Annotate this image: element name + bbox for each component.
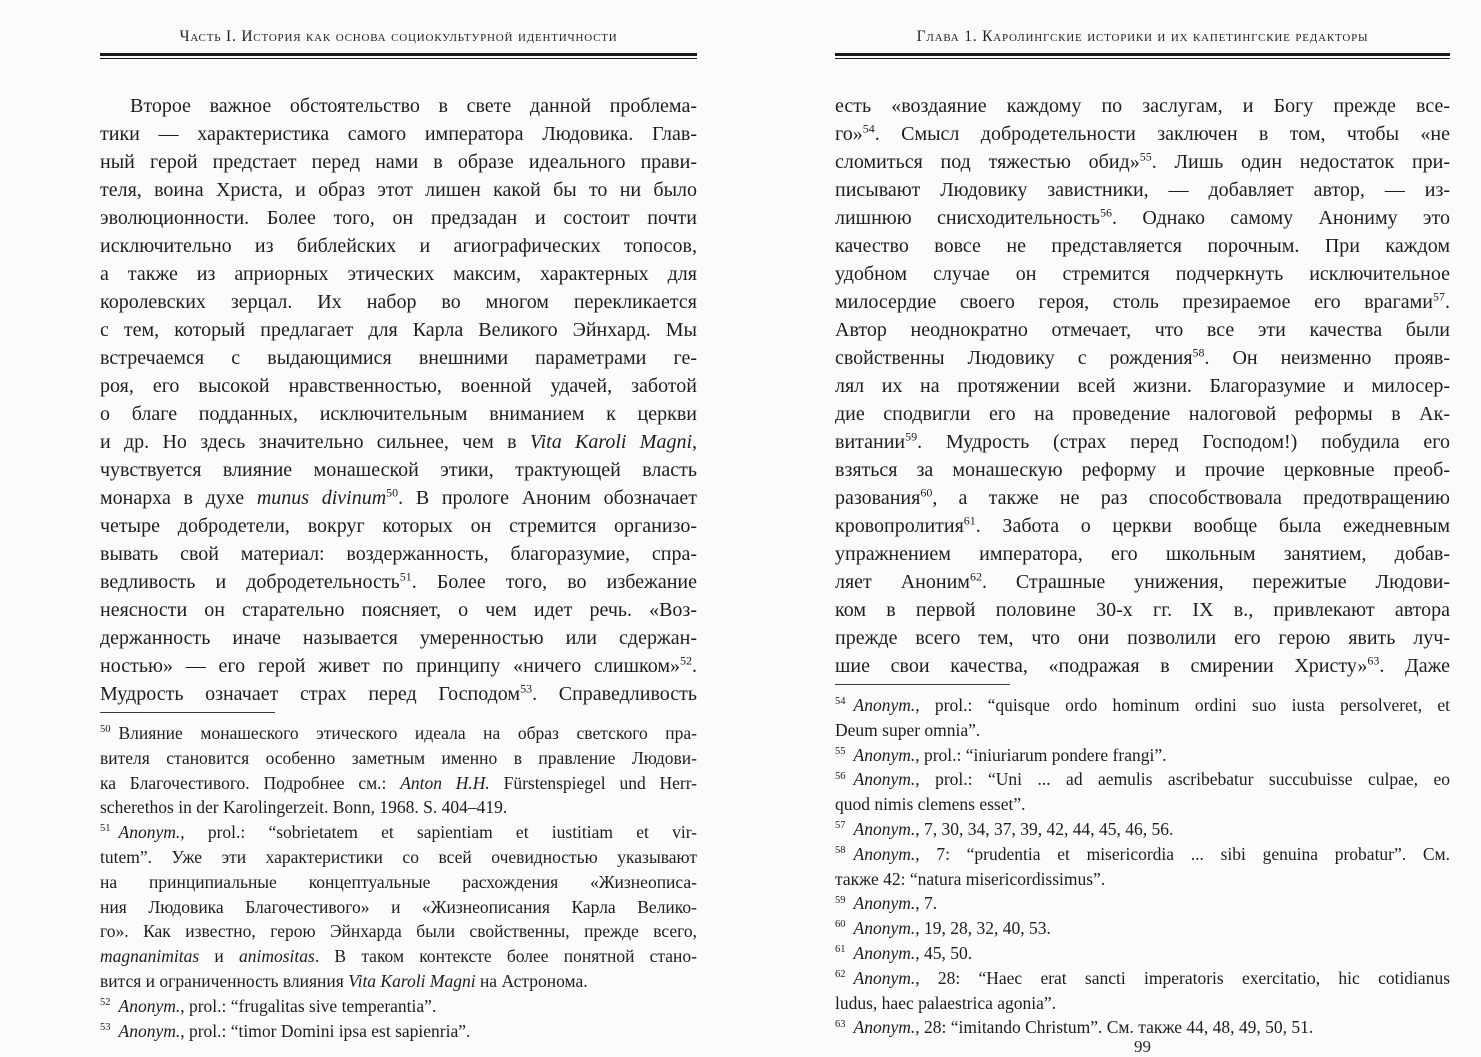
footnote-line: $^{55}$ Anonym., prol.: “iniuriarum pondere frangi”. (835, 744, 1167, 765)
text-line: ный герой предстает перед нами в образе идеального прави- (100, 151, 697, 173)
text-line: четыре добродетели, вокруг которых он стремится организо- (100, 515, 697, 537)
right-header-rule (835, 53, 1450, 59)
footnote-line: вится и ограниченность влияния Vita Karoli Magni на Астронома. (100, 970, 588, 991)
text-line: исключительно из библейских и агиографических топосов, (100, 235, 697, 257)
footnote-line: $^{53}$ Anonym., prol.: “timor Domini ipsa est sapienria”. (100, 1020, 471, 1041)
text-line: лишнюю снисходительность$^{56}$. Однако самому Анониму это (835, 205, 1450, 229)
text-line: писывают Людовику завистники, — добавляет автор, — из- (835, 179, 1450, 201)
left-header-rule (100, 53, 697, 59)
text-line: ком в первой половине 30-х гг. IX в., привлекают автора (835, 599, 1450, 621)
right-page-number: 99 (1134, 1037, 1151, 1056)
footnote-line: magnanimitas и animositas. В таком контексте более понятной стано- (100, 946, 697, 967)
text-line: тики — характеристика самого императора Людовика. Глав- (100, 123, 697, 145)
left-footnotes (100, 721, 697, 1043)
text-line: витании$^{59}$. Мудрость (страх перед Господом!) побудила его (835, 429, 1450, 453)
text-line: о благе подданных, исключительным вниманием к церкви (100, 403, 697, 425)
text-line: с тем, который предлагает для Карла Великого Эйнхард. Мы (100, 319, 697, 341)
footnote-line: $^{58}$ Anonym., 7: “prudentia et misericordia ... sibi genuina probatur”. См. (835, 843, 1450, 864)
rule-thin-line (835, 58, 1450, 59)
text-line: ляет Аноним$^{62}$. Страшные унижения, пережитые Людови- (835, 569, 1450, 593)
text-line: удобном случае он стремится подчеркнуть исключительное (835, 263, 1450, 285)
footnote-line: $^{54}$ Anonym., prol.: “quisque ordo hominum ordini suo iusta persolveret, et (835, 695, 1450, 715)
text-line: встречаемся с выдающимися внешними параметрами ге- (100, 347, 697, 369)
text-line: неясности он старательно поясняет, о чем идет речь. «Воз- (100, 599, 697, 621)
footnote-line: tutem”. Уже эти характеристики со всей очевидностью указывают (100, 846, 697, 867)
text-line: эволюционности. Более того, он предзадан и состоит почти (100, 207, 697, 229)
text-line: теля, воина Христа, и образ этот лишен какой бы то ни было (100, 179, 697, 201)
text-line: прежде всего тем, что они позволили его герою явить луч- (835, 627, 1450, 649)
footnote-line: quod nimis clemens esset”. (835, 794, 1026, 815)
text-line: милосердие своего героя, столь презираемое его врагами$^{57}$. (835, 289, 1450, 313)
right-footnotes (835, 693, 1450, 1040)
left-running-header: Часть I. История как основа социокультурной идентичности (179, 28, 618, 45)
footnote-line: ка Благочестивого. Подробнее см.: Anton H.H. Fürstenspiegel und Herr- (100, 772, 698, 793)
page-left (100, 0, 697, 1043)
text-line: держанность иначе называется умеренностью или сдержан- (100, 627, 697, 649)
footnote-line: также 42: “natura misericordissimus”. (835, 868, 1106, 889)
text-line: кровопролития$^{61}$. Забота о церкви вообще была ежедневным (835, 513, 1450, 537)
rule-thick-line (100, 53, 697, 56)
footnote-line: $^{59}$ Anonym., 7. (835, 893, 938, 914)
left-footnote-separator (100, 712, 275, 713)
footnote-line: $^{52}$ Anonym., prol.: “frugalitas sive temperantia”. (100, 995, 437, 1016)
text-line: Мудрость означает страх перед Господом$^{53}$. Справедливость (100, 681, 697, 705)
rule-thick-line (835, 53, 1450, 56)
text-line: чувствуется влияние монашеской этики, трактующей власть (100, 459, 697, 481)
text-line: шие свои качества, «подражая в смирении Христу»$^{63}$. Даже (835, 653, 1451, 677)
footnote-line: $^{61}$ Anonym., 45, 50. (835, 942, 973, 963)
text-line: сломиться под тяжестью обид»$^{55}$. Лишь один недостаток при- (835, 149, 1451, 173)
footnote-line: $^{62}$ Anonym., 28: “Haec erat sancti imperatoris exercitatio, hic cotidianus (835, 967, 1450, 988)
text-line: вывать свой материал: воздержанность, благоразумие, спра- (100, 543, 697, 565)
footnote-line: $^{56}$ Anonym., prol.: “Uni ... ad aemulis ascribebatur succubuisse culpae, eo (835, 769, 1450, 790)
rule-thin-line (100, 58, 697, 59)
text-line: и др. Но здесь значительно сильнее, чем в Vita Karoli Magni, (100, 431, 697, 453)
footnote-line: $^{50}$ Влияние монашеского этического идеала на образ светского пра- (100, 723, 697, 743)
text-line: лял их на протяжении всей жизни. Благоразумие и милосер- (835, 375, 1450, 397)
text-line: Автор неоднократно отмечает, что все эти качества были (835, 319, 1450, 341)
text-line: ностью» — его герой живет по принципу «ничего слишком»$^{52}$. (100, 653, 697, 677)
footnote-line: $^{60}$ Anonym., 19, 28, 32, 40, 53. (835, 918, 1051, 939)
footnote-line: $^{63}$ Anonym., 28: “imitando Christum”. См. также 44, 48, 49, 50, 51. (835, 1017, 1314, 1038)
text-line: роя, его высокой нравственностью, военной удачей, заботой (100, 375, 697, 397)
page-right (835, 0, 1451, 1056)
footnote-line: scherethos in der Karolingerzeit. Bonn, 1968. S. 404–419. (100, 797, 508, 818)
footnote-line: Deum super omnia”. (835, 719, 981, 740)
footnote-line: $^{57}$ Anonym., 7, 30, 34, 37, 39, 42, 44, 45, 46, 56. (835, 818, 1174, 839)
text-line: разования$^{60}$, а также не раз способствовала предотвращению (835, 485, 1450, 509)
footnote-line: вителя становится особенно заметным именно в правление Людови- (100, 747, 697, 768)
text-line: есть «воздаяние каждому по заслугам, и Богу прежде все- (835, 95, 1450, 117)
text-line: дие сподвигли его на проведение налоговой реформы в Ак- (835, 403, 1450, 425)
footnote-line: го». Как известно, герою Эйнхарда были свойственны, прежде всего, (100, 921, 697, 942)
text-line: а также из априорных этических максим, характерных для (100, 263, 697, 285)
right-footnote-separator (835, 684, 1010, 685)
text-line: свойственны Людовику с рождения$^{58}$. Он неизменно прояв- (835, 345, 1450, 369)
text-line: Второе важное обстоятельство в свете данной проблема- (130, 95, 697, 117)
text-line: го»$^{54}$. Смысл добродетельности заключен в том, чтобы «не (835, 121, 1450, 145)
text-line: качество вовсе не представляется порочным. При каждом (835, 235, 1450, 257)
footnote-line: ludus, haec palaestrica agonia”. (835, 992, 1057, 1013)
footnote-line: ния Людовика Благочестивого» и «Жизнеописания Карла Велико- (100, 896, 697, 917)
footnote-line: на принципиальные концептуальные расхождения «Жизнеописа- (100, 871, 697, 892)
text-line: ведливость и добродетельность$^{51}$. Более того, во избежание (100, 569, 697, 593)
footnote-line: $^{51}$ Anonym., prol.: “sobrietatem et sapientiam et iustitiam et vir- (100, 822, 697, 843)
right-body-text (835, 92, 1450, 680)
text-line: упражнением императора, его школьным занятием, добав- (835, 543, 1450, 565)
right-running-header: Глава 1. Каролингские историки и их капетингские редакторы (916, 28, 1369, 45)
text-line: монарха в духе munus divinum$^{50}$. В прологе Аноним обозначает (100, 485, 697, 509)
text-line: королевских зерцал. Их набор во многом перекликается (100, 291, 697, 313)
text-line: взяться за монашескую реформу и прочие церковные преоб- (835, 459, 1450, 481)
left-body-text (100, 92, 697, 708)
